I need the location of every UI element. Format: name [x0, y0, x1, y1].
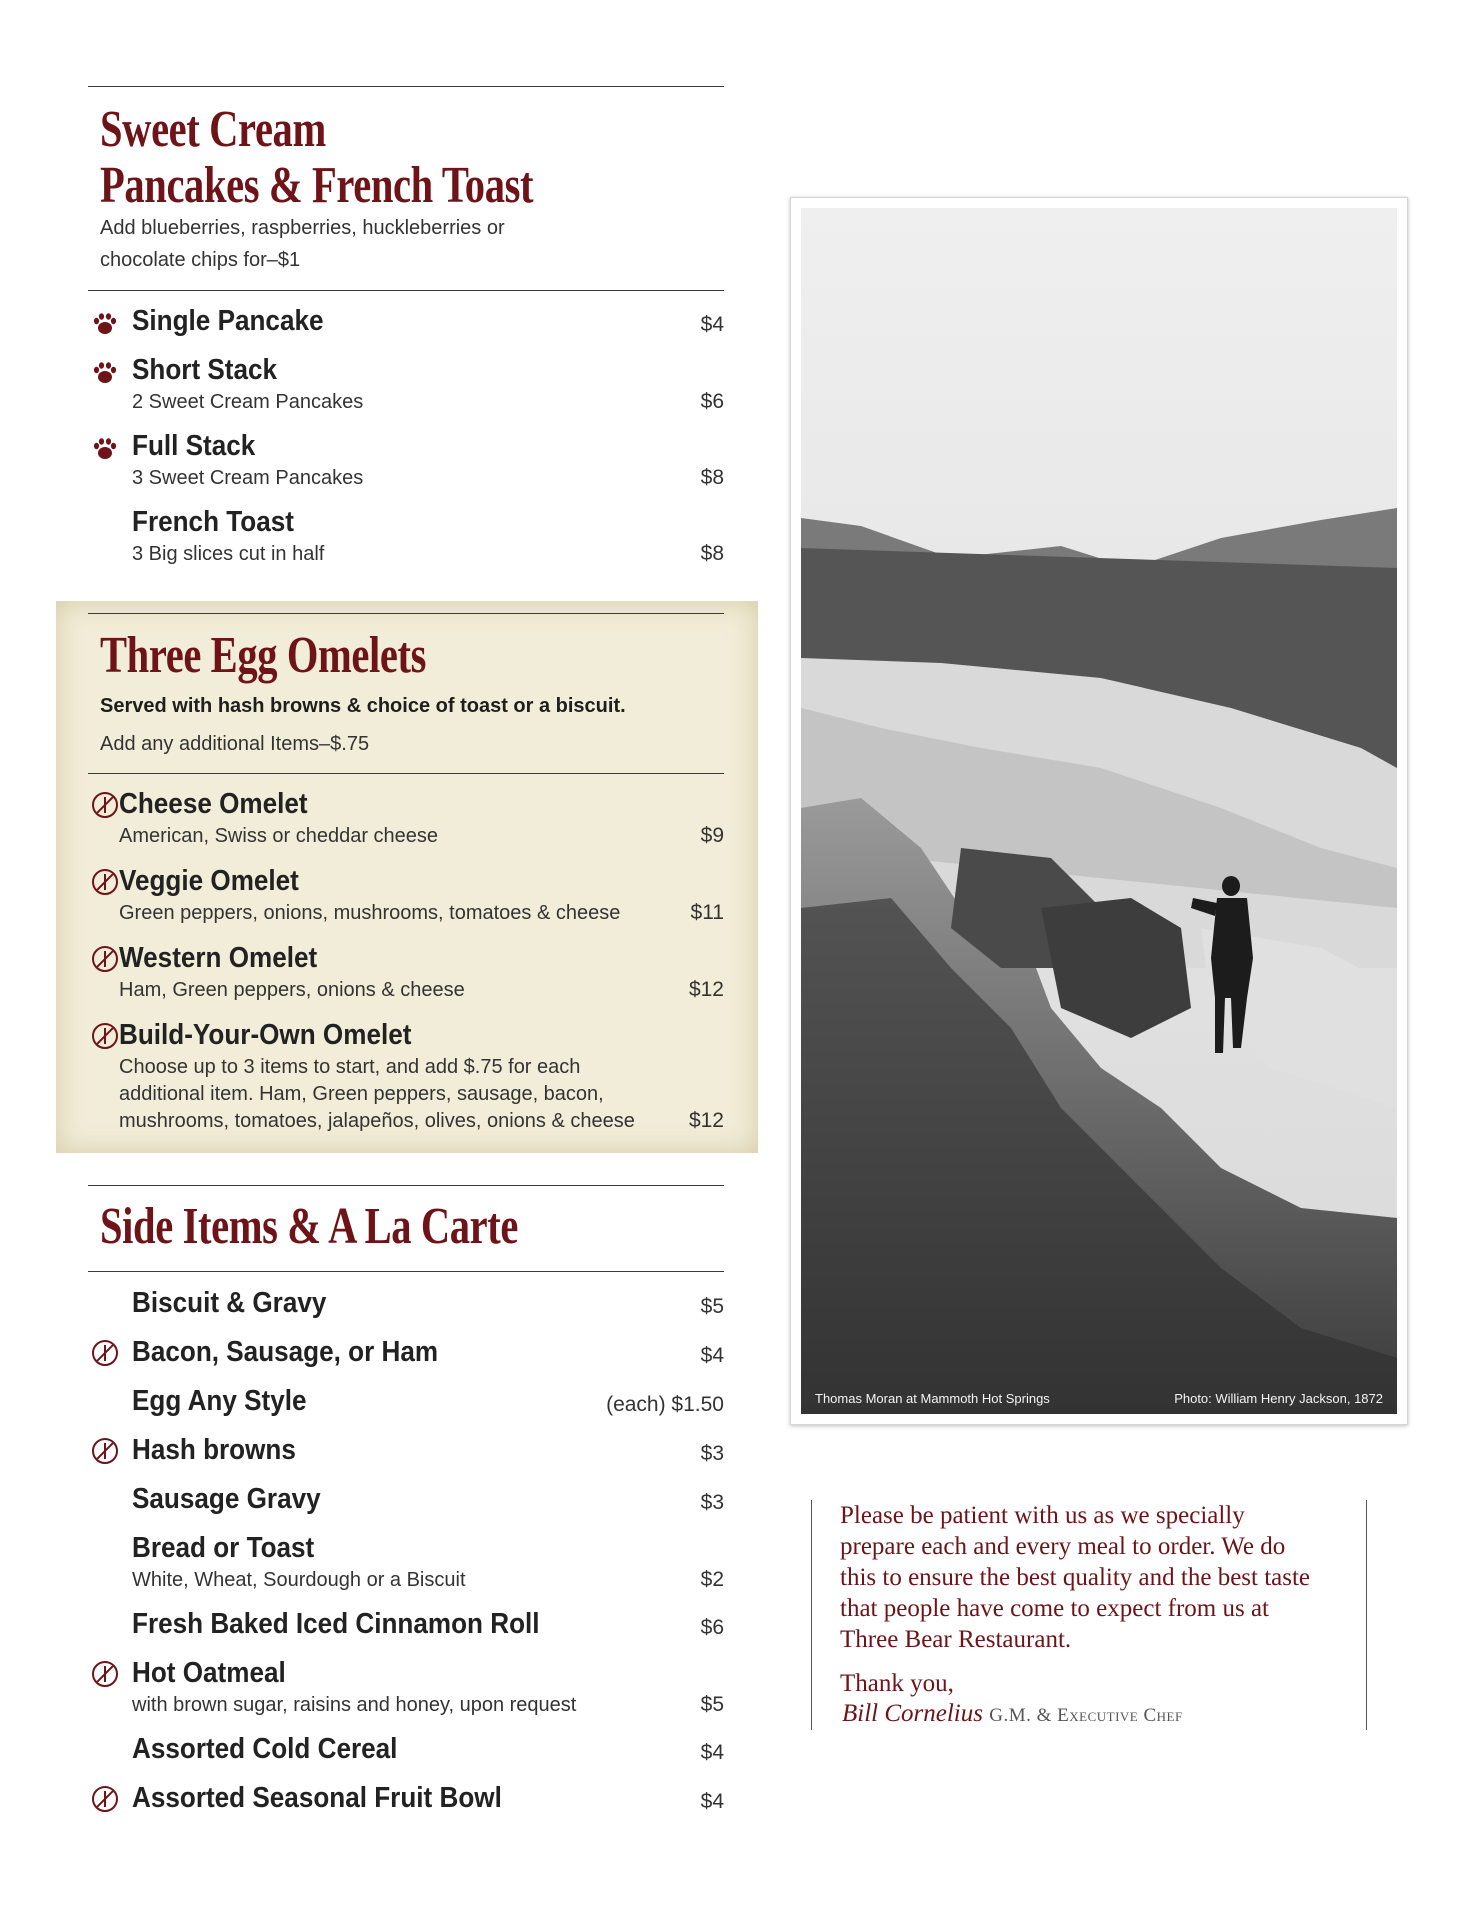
item-price: $3	[700, 1442, 724, 1465]
item-name: Hash browns	[132, 1434, 296, 1466]
divider	[88, 773, 724, 774]
item-name: Build-Your-Own Omelet	[119, 1019, 412, 1051]
item-price: $9	[700, 824, 724, 847]
signature-title: G.M. & Executive Chef	[989, 1705, 1183, 1726]
item-description: 3 Big slices cut in half	[132, 543, 325, 565]
signature-name: Bill Cornelius	[842, 1700, 983, 1727]
item-description-line: Choose up to 3 items to start, and add $.75 for each	[119, 1056, 581, 1078]
item-description: Green peppers, onions, mushrooms, tomatoes & cheese	[119, 902, 621, 924]
intro-line-2: chocolate chips for–$1	[100, 249, 301, 271]
item-price: $4	[700, 313, 724, 336]
item-price: $4	[700, 1741, 724, 1764]
gluten-free-icon	[92, 1438, 118, 1464]
section-title-pancakes	[100, 102, 533, 214]
guest-note	[811, 1500, 1367, 1730]
item-price: $12	[688, 1109, 724, 1132]
item-description-line: mushrooms, tomatoes, jalapeños, olives, onions & cheese	[119, 1110, 635, 1132]
bear-paw-icon	[92, 311, 118, 337]
divider	[88, 1185, 724, 1186]
item-name: Assorted Cold Cereal	[132, 1733, 398, 1765]
note-thanks: Thank you,	[840, 1670, 954, 1697]
title-line-2: Pancakes & French Toast	[100, 157, 534, 214]
item-name: Western Omelet	[119, 942, 318, 974]
item-name: Bacon, Sausage, or Ham	[132, 1336, 439, 1368]
item-price: $8	[700, 542, 724, 565]
section-title-omelets: Three Egg Omelets	[100, 627, 427, 684]
item-name: Veggie Omelet	[119, 865, 299, 897]
divider	[88, 1271, 724, 1272]
divider	[88, 290, 724, 291]
gluten-free-icon	[92, 792, 118, 818]
divider	[88, 86, 724, 87]
item-name: Cheese Omelet	[119, 788, 308, 820]
item-description: American, Swiss or cheddar cheese	[119, 825, 439, 847]
item-price: $3	[700, 1491, 724, 1514]
note-line: Three Bear Restaurant.	[840, 1626, 1072, 1653]
gluten-free-icon	[92, 1786, 118, 1812]
photo-caption-credit: Photo: William Henry Jackson, 1872	[1174, 1391, 1383, 1406]
item-price: $4	[700, 1790, 724, 1813]
item-price: $5	[700, 1693, 724, 1716]
item-price: $12	[688, 978, 724, 1001]
item-name: Egg Any Style	[132, 1385, 307, 1417]
item-price: $5	[700, 1295, 724, 1318]
intro-line-1: Add blueberries, raspberries, huckleberries or	[100, 217, 505, 239]
gluten-free-icon	[92, 869, 118, 895]
divider	[88, 613, 724, 614]
item-name: Hot Oatmeal	[132, 1657, 286, 1689]
pancakes-intro	[100, 212, 505, 276]
landscape-illustration	[801, 208, 1397, 1414]
item-price: $4	[700, 1344, 724, 1367]
item-price: $8	[700, 466, 724, 489]
note-paragraph	[840, 1500, 1350, 1655]
item-price: $6	[700, 1616, 724, 1639]
gluten-free-icon	[92, 946, 118, 972]
historic-photo	[801, 208, 1397, 1414]
note-line: that people have come to expect from us at	[840, 1595, 1270, 1622]
title-line-1: Sweet Cream	[100, 101, 326, 158]
item-price: $11	[690, 901, 724, 924]
bear-paw-icon	[92, 360, 118, 386]
photo-frame	[790, 197, 1408, 1425]
item-name: Fresh Baked Iced Cinnamon Roll	[132, 1608, 540, 1640]
photo-caption-subject: Thomas Moran at Mammoth Hot Springs	[815, 1391, 1050, 1406]
item-name: Bread or Toast	[132, 1532, 315, 1564]
item-price: $2	[700, 1568, 724, 1591]
omelets-addon: Add any additional Items–$.75	[100, 733, 370, 755]
item-description: White, Wheat, Sourdough or a Biscuit	[132, 1569, 466, 1591]
item-name: Full Stack	[132, 430, 256, 462]
item-description-line: additional item. Ham, Green peppers, sausage, bacon,	[119, 1083, 604, 1105]
omelets-subtitle: Served with hash browns & choice of toast or a biscuit.	[100, 695, 626, 717]
note-line: Please be patient with us as we specially	[840, 1502, 1245, 1529]
item-description: Ham, Green peppers, onions & cheese	[119, 979, 465, 1001]
signature	[842, 1700, 1183, 1728]
gluten-free-icon	[92, 1340, 118, 1366]
bear-paw-icon	[92, 436, 118, 462]
note-line: prepare each and every meal to order. We do	[840, 1533, 1286, 1560]
note-line: this to ensure the best quality and the best taste	[840, 1564, 1311, 1591]
item-name: Single Pancake	[132, 305, 324, 337]
item-name: French Toast	[132, 506, 294, 538]
item-price: $6	[700, 390, 724, 413]
item-name: Biscuit & Gravy	[132, 1287, 327, 1319]
item-description: with brown sugar, raisins and honey, upon request	[132, 1694, 577, 1716]
gluten-free-icon	[92, 1023, 118, 1049]
item-name: Assorted Seasonal Fruit Bowl	[132, 1782, 502, 1814]
item-description: 3 Sweet Cream Pancakes	[132, 467, 364, 489]
item-description: 2 Sweet Cream Pancakes	[132, 391, 364, 413]
item-name: Short Stack	[132, 354, 278, 386]
gluten-free-icon	[92, 1661, 118, 1687]
item-name: Sausage Gravy	[132, 1483, 321, 1515]
section-title-sides: Side Items & A La Carte	[100, 1198, 519, 1255]
item-price: (each) $1.50	[606, 1393, 724, 1416]
